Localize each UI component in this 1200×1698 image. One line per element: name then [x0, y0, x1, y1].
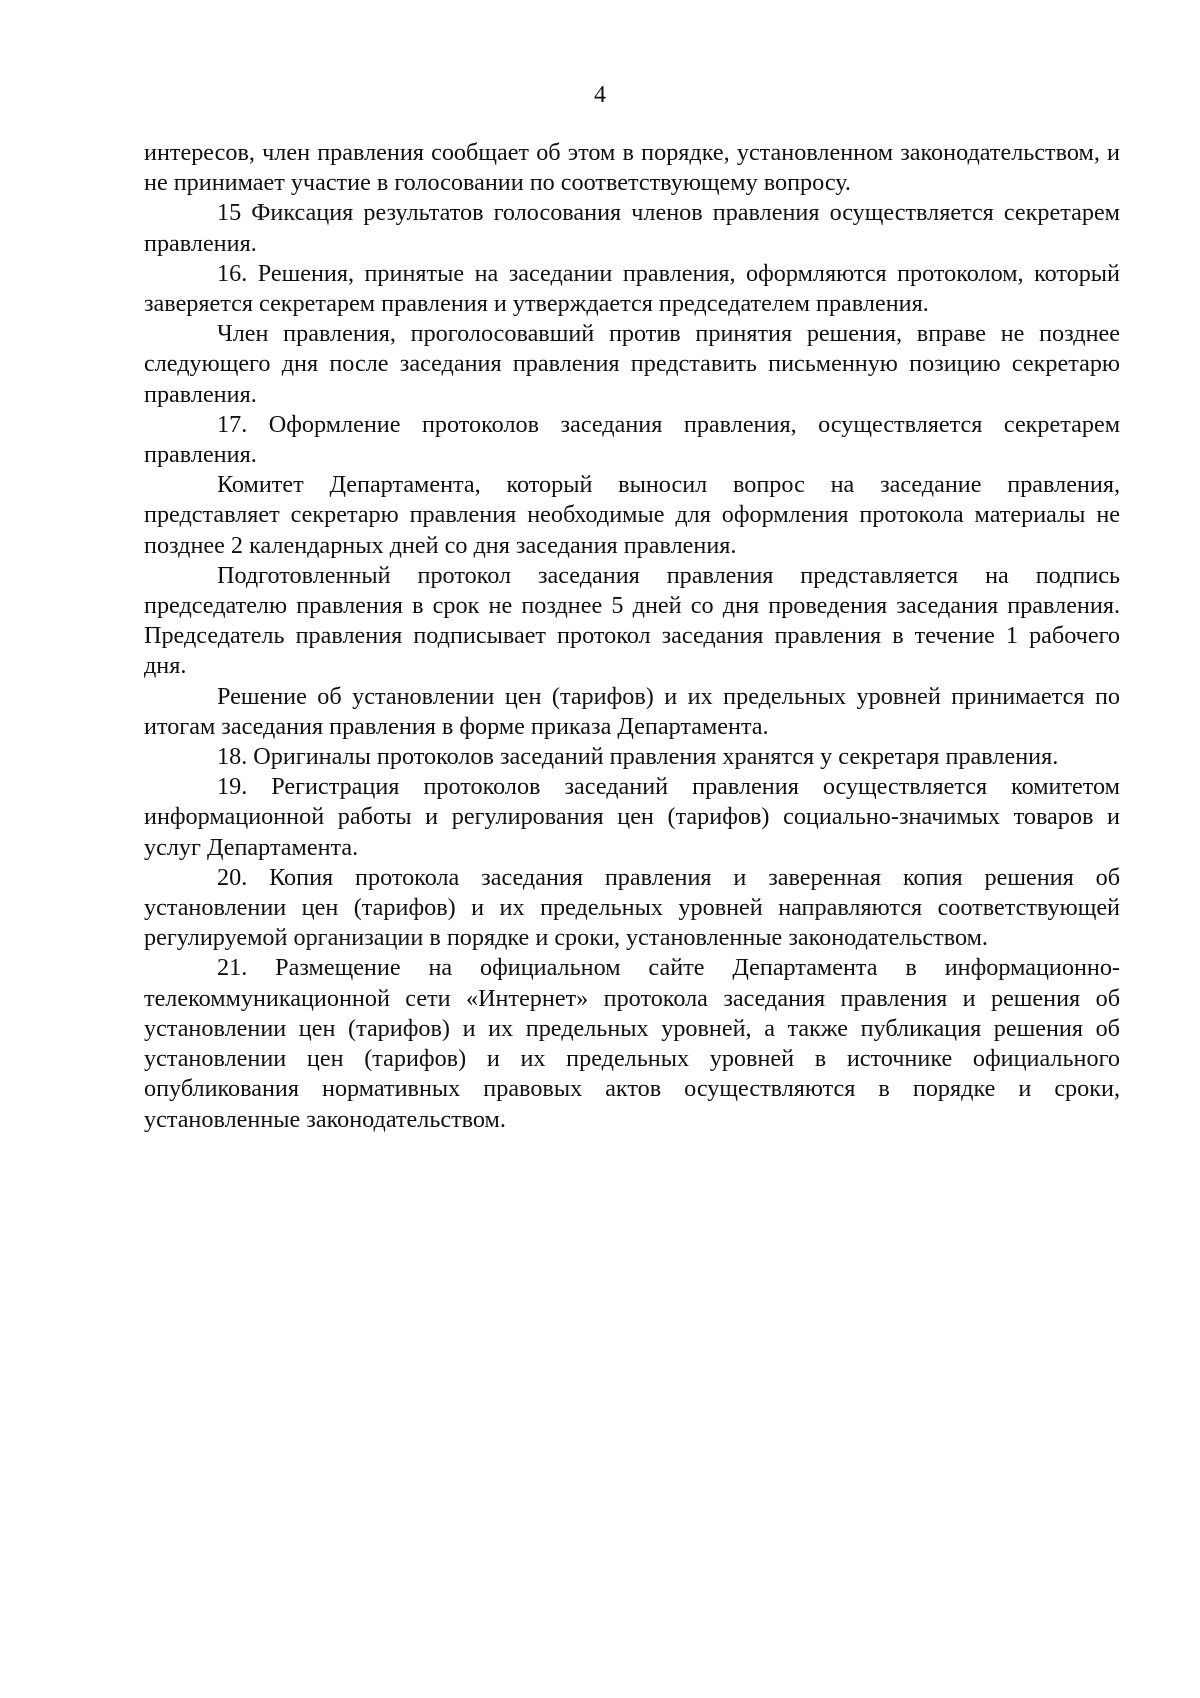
paragraph: 18. Оригиналы протоколов заседаний правления хранятся у секретаря правления.	[217, 743, 1059, 771]
paragraph: Член правления, проголосовавший против принятия решения, вправе не позднее следующего дня после заседания правления представить письменную позицию секретарю правления.	[144, 320, 1120, 408]
paragraph: Комитет Департамента, который выносил вопрос на заседание правления, представляет секретарю правления необходимые для оформления протокола материалы не позднее 2 календарных дней со дня заседания правления.	[144, 471, 1120, 559]
paragraph: Решение об установлении цен (тарифов) и их предельных уровней принимается по итогам заседания правления в форме приказа Департамента.	[144, 682, 1120, 740]
paragraph: 19. Регистрация протоколов заседаний правления осуществляется комитетом информационной работы и регулирования цен (тарифов) социально-значимых товаров и услуг Департамента.	[144, 773, 1120, 861]
paragraph: 20. Копия протокола заседания правления и заверенная копия решения об установлении цен (тарифов) и их предельных уровней направляются соответствующей регулируемой организации в порядке и сроки, установленные законодательством.	[144, 863, 1120, 952]
document-body	[144, 138, 1120, 1135]
paragraph: 15 Фиксация результатов голосования членов правления осуществляется секретарем правления.	[144, 199, 1120, 257]
paragraph: 17. Оформление протоколов заседания правления, осуществляется секретарем правления.	[144, 410, 1120, 469]
paragraph: 21. Размещение на официальном сайте Департамента в информационно-телекоммуникационной сети «Интернет» протокола заседания правления и решения об установлении цен (тарифов) и их предельных уровней, а также публикация решения об установлении цен (тарифов) и их предельных уровней в источнике официального опубликования нормативных правовых актов осуществляются в порядке и сроки, установленные законодательством.	[144, 954, 1120, 1133]
paragraph: интересов, член правления сообщает об этом в порядке, установленном законодательством, и не принимает участие в голосовании по соответствующему вопросу.	[144, 139, 1120, 197]
paragraph: 16. Решения, принятые на заседании правления, оформляются протоколом, который заверяется секретарем правления и утверждается председателем правления.	[144, 259, 1120, 318]
paragraph: Подготовленный протокол заседания правления представляется на подпись председателю правления в срок не позднее 5 дней со дня проведения заседания правления. Председатель правления подписывает протокол заседания правления в течение 1 рабочего дня.	[144, 561, 1120, 680]
page-number: 4	[594, 82, 606, 108]
